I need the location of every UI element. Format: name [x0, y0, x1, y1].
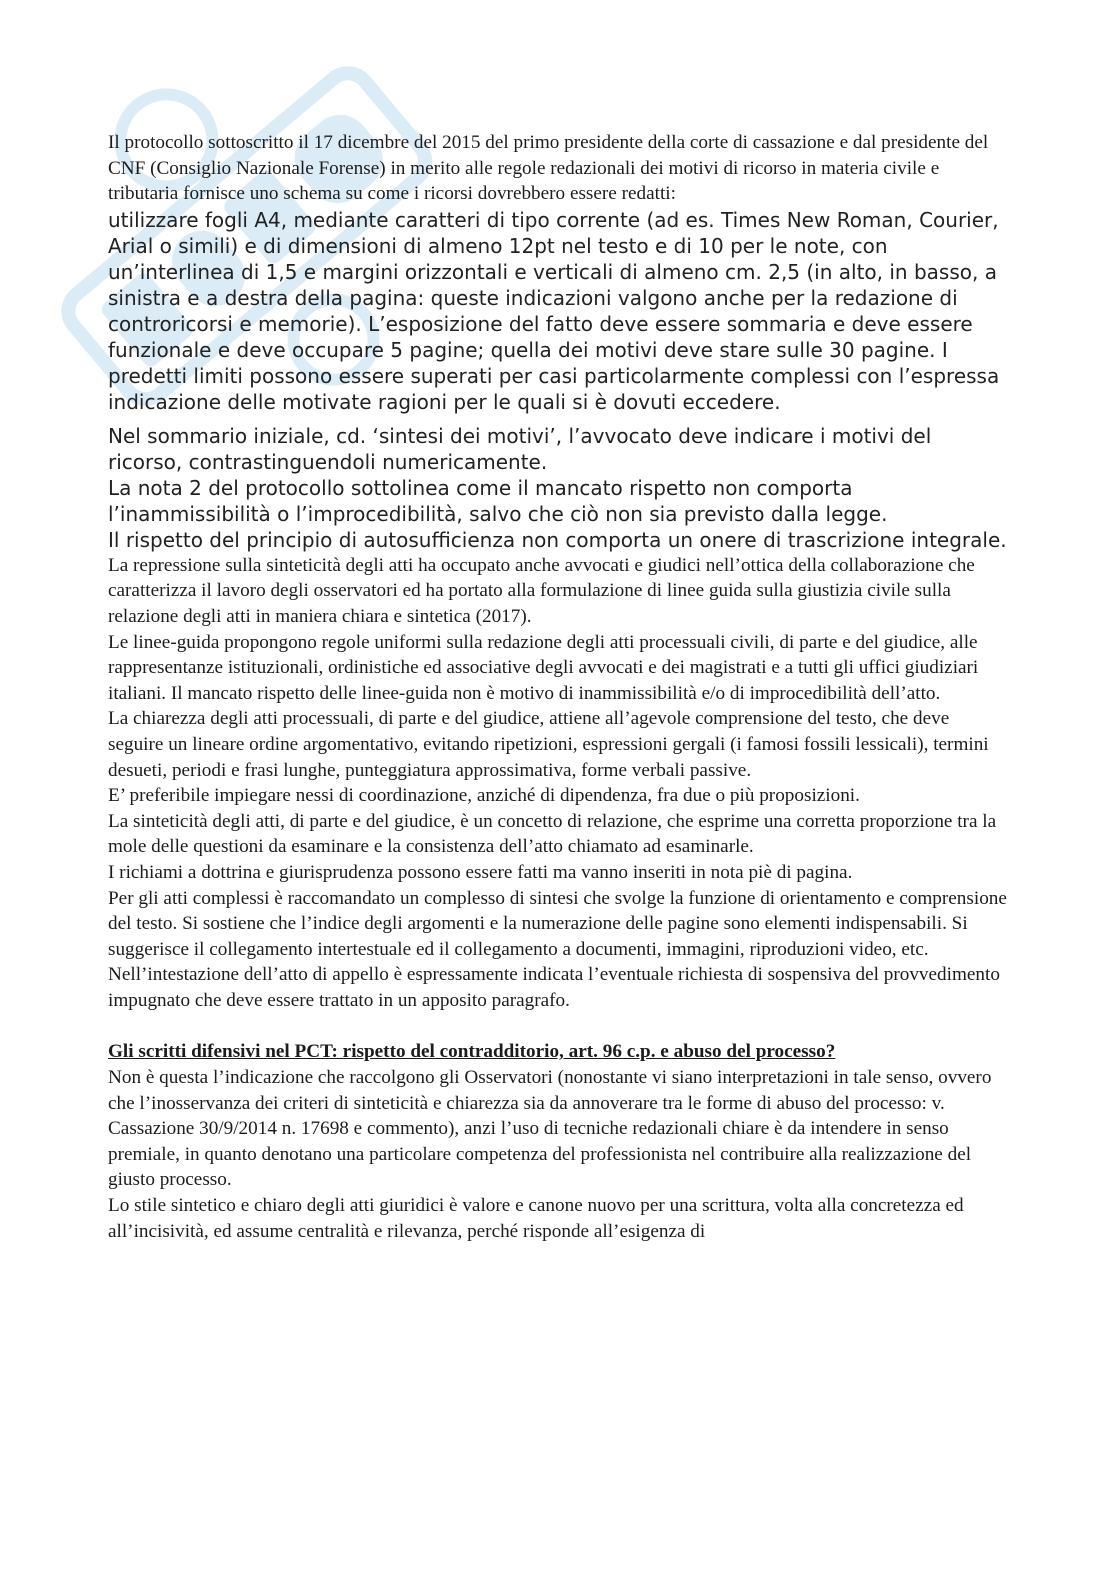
- summary-paragraph: Nel sommario iniziale, cd. ‘sintesi dei motivi’, l’avvocato deve indicare i motivi del ricorso, contrastinguendoli numericamente.: [108, 423, 932, 474]
- body-paragraph: E’ preferibile impiegare nessi di coordinazione, anziché di dipendenza, fra due o più proposizioni.: [108, 785, 860, 807]
- body-paragraph: Lo stile sintetico e chiaro degli atti giuridici è valore e canone nuovo per una scrittura, volta alla concretezza ed all’incisività, ed assume centralità e rilevanza, perché risponde all’esigenza di: [108, 1195, 964, 1242]
- body-paragraph: Non è questa l’indicazione che raccolgono gli Osservatori (nonostante vi siano interpretazioni in tale senso, ovvero che l’inosservanza dei criteri di sinteticità e chiarezza sia da annoverare tra le forme di abuso del processo: v. Cassazione 30/9/2014 n. 17698 e commento), anzi l’uso di tecniche redazionali chiare è da intendere in senso premiale, in quanto denotano una particolare competenza del professionista nel contribuire alla realizzazione del giusto processo.: [108, 1067, 992, 1191]
- body-paragraph: I richiami a dottrina e giurisprudenza possono essere fatti ma vanno inseriti in nota piè di pagina.: [108, 861, 853, 883]
- section-heading: Gli scritti difensivi nel PCT: rispetto del contradditorio, art. 96 c.p. e abuso del processo?: [108, 1041, 836, 1063]
- self-sufficiency-paragraph: Il rispetto del principio di autosufficienza non comporta un onere di trascrizione integrale.: [108, 527, 1007, 552]
- body-paragraph: Per gli atti complessi è raccomandato un complesso di sintesi che svolge la funzione di orientamento e comprensione del testo. Si sostiene che l’indice degli argomenti e la numerazione delle pagine sono elementi indispensabili. Si suggerisce il collegamento intertestuale ed il collegamento a documenti, immagini, riproduzioni video, etc.: [108, 887, 1007, 960]
- body-paragraph: La sinteticità degli atti, di parte e del giudice, è un concetto di relazione, che esprime una corretta proporzione tra la mole delle questioni da esaminare e la consistenza dell’atto chiamato ad esaminarle.: [108, 810, 997, 858]
- body-paragraph: La chiarezza degli atti processuali, di parte e del giudice, attiene all’agevole comprensione del testo, che deve seguire un lineare ordine argomentativo, evitando ripetizioni, espressioni gergali (i famosi fossili lessicali), termini desueti, periodi e frasi lunghe, punteggiatura approssimativa, forme verbali passive.: [108, 708, 989, 781]
- body-paragraph: Nell’intestazione dell’atto di appello è espressamente indicata l’eventuale richiesta di sospensiva del provvedimento impugnato che deve essere trattato in un apposito paragrafo.: [108, 964, 1000, 1011]
- intro-paragraph: Il protocollo sottoscritto il 17 dicembre del 2015 del primo presidente della corte di cassazione e dal presidente del CNF (Consiglio Nazionale Forense) in merito alle regole redazionali dei motivi di ricorso in materia civile e tributaria fornisce uno schema su come i ricorsi dovrebbero essere redatti:: [108, 132, 989, 205]
- body-paragraph: La repressione sulla sinteticità degli atti ha occupato anche avvocati e giudici nell’ottica della collaborazione che caratterizza il lavoro degli osservatori ed ha portato alla formulazione di linee guida sulla giustizia civile sulla relazione degli atti in maniera chiara e sintetica (2017).: [108, 554, 975, 627]
- protocol-rules-paragraph: utilizzare fogli A4, mediante caratteri di tipo corrente (ad es. Times New Roman, Courier, Arial o simili) e di dimensioni di almeno 12pt nel testo e di 10 per le note, con un’interlinea di 1,5 e margini orizzontali e verticali di almeno cm. 2,5 (in alto, in basso, a sinistra e a destra della pagina: queste indicazioni valgono anche per la redazione di controricorsi e memorie). L’esposizione del fatto deve essere sommaria e deve essere funzionale e deve occupare 5 pagine; quella dei motivi deve stare sulle 30 pagine. I predetti limiti possono essere superati per casi particolarmente complessi con l’espressa indicazione delle motivate ragioni per le quali si è dovuti eccedere.: [108, 207, 1000, 414]
- note-paragraph: La nota 2 del protocollo sottolinea come il mancato rispetto non comporta l’inammissibilità o l’improcedibilità, salvo che ciò non sia previsto dalla legge.: [108, 475, 888, 526]
- body-paragraph: Le linee-guida propongono regole uniformi sulla redazione degli atti processuali civili, di parte e del giudice, alle rappresentanze istituzionali, ordinistiche ed associative degli avvocati e dei magistrati e a tutti gli uffici giudiziari italiani. Il mancato rispetto delle linee-guida non è motivo di inammissibilità e/o di improcedibilità dell’atto.: [108, 631, 979, 704]
- document-body: [108, 130, 1008, 1244]
